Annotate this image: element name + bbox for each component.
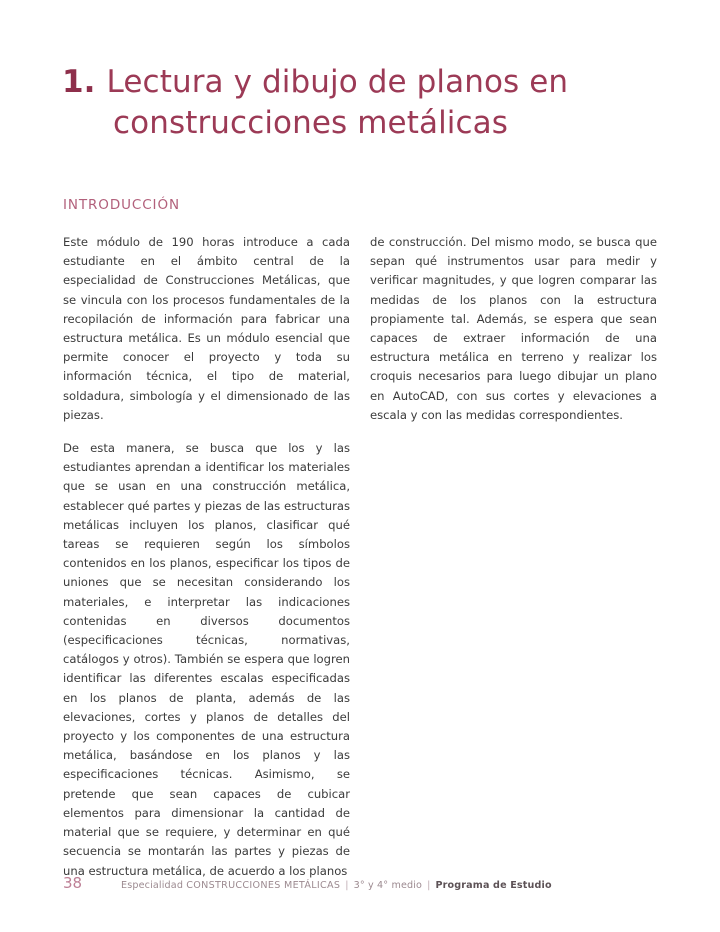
body-columns xyxy=(63,233,657,881)
page-footer xyxy=(63,874,552,892)
footer-document-type: Programa de Estudio xyxy=(435,880,552,891)
page-title xyxy=(62,62,662,144)
footer-meta xyxy=(121,880,552,891)
footer-separator-1: | xyxy=(345,880,349,891)
left-column xyxy=(63,233,350,881)
title-text-line-2: construcciones metálicas xyxy=(113,105,508,141)
paragraph: De esta manera, se busca que los y las estudiantes aprendan a identificar los materiales que se usan en una construcción metálica, establecer qué partes y piezas de las estructuras metálicas incluyen los planos, clasificar qué tareas se requieren según los símbolos contenidos en los planos, especificar los tipos de uniones que se necesitan considerando los materiales, e interpretar las indicaciones contenidas en diversos documentos (especificaciones técnicas, normativas, catálogos y otros). También se espera que logren identificar las diferentes escalas especificadas en los planos de planta, además de las elevaciones, cortes y planos de detalles del proyecto y los componentes de una estructura metálica, basándose en los planos y las especificaciones técnicas. Asimismo, se pretende que sean capaces de cubicar elementos para dimensionar la cantidad de material que se requiere, y determinar en qué secuencia se montarán las partes y piezas de una estructura metálica, de acuerdo a los planos xyxy=(63,441,350,878)
right-column xyxy=(370,233,657,881)
paragraph: de construcción. Del mismo modo, se busca que sepan qué instrumentos usar para medir y verificar magnitudes, y que logren comparar las medidas de los planos con la estructura propiamente tal. Además, se espera que sean capaces de extraer información de una estructura metálica en terreno y realizar los croquis necesarios para luego dibujar un plano en AutoCAD, con sus cortes y elevaciones a escala y con las medidas correspondientes. xyxy=(370,235,657,422)
footer-specialty-name: CONSTRUCCIONES METÁLICAS xyxy=(186,880,341,891)
footer-separator-2: | xyxy=(427,880,431,891)
footer-level: 3° y 4° medio xyxy=(353,880,423,891)
footer-specialty-label: Especialidad xyxy=(121,880,184,891)
title-line-1 xyxy=(62,62,662,103)
paragraph: Este módulo de 190 horas introduce a cada estudiante en el ámbito central de la especialidad de Construcciones Metálicas, que se vincula con los procesos fundamentales de la recopilación de información para fabricar una estructura metálica. Es un módulo esencial que permite conocer el proyecto y toda su información técnica, el tipo de material, soldadura, simbología y el dimensionado de las piezas. xyxy=(63,235,350,422)
title-text-line-1: Lectura y dibujo de planos en xyxy=(106,64,569,100)
section-heading-introduccion: INTRODUCCIÓN xyxy=(63,197,180,213)
page-number: 38 xyxy=(63,874,83,892)
chapter-number: 1. xyxy=(62,64,96,100)
